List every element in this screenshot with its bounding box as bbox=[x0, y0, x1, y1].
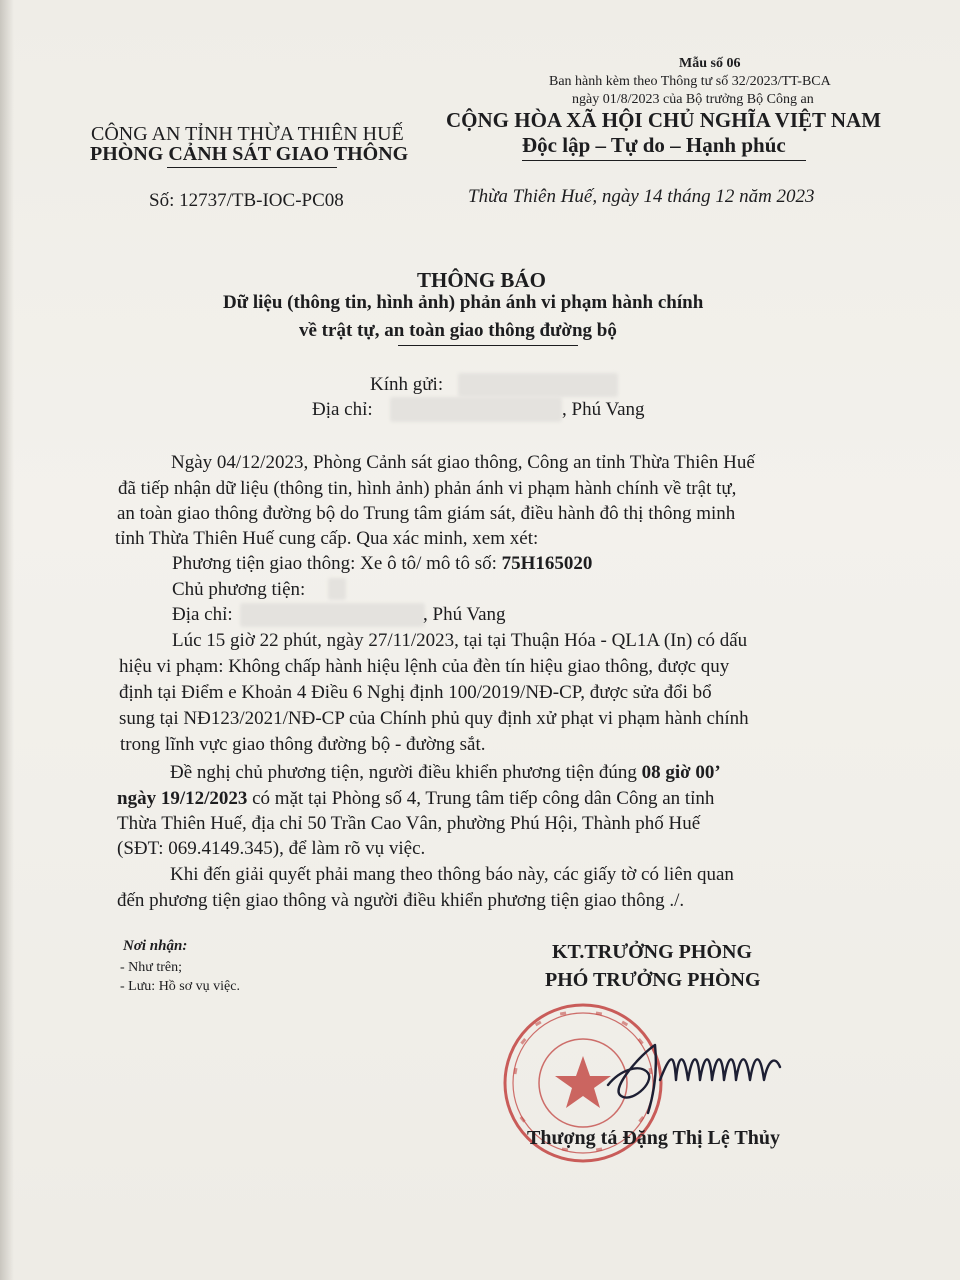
recipients-label: Nơi nhận: bbox=[123, 938, 188, 954]
body-p4-line2: đến phương tiện giao thông và người điều khiển phương tiện giao thông ./. bbox=[117, 890, 685, 911]
form-note-line2: ngày 01/8/2023 của Bộ trưởng Bộ Công an bbox=[572, 92, 814, 107]
country-name: CỘNG HÒA XÃ HỘI CHỦ NGHĨA VIỆT NAM bbox=[446, 108, 882, 132]
handwritten-signature bbox=[600, 1025, 785, 1120]
owner-address-label: Địa chỉ: bbox=[172, 604, 233, 625]
appointment-time: 08 giờ 00’ bbox=[641, 762, 721, 783]
body-p3-line1 bbox=[170, 762, 721, 784]
recipient-address-label: Địa chỉ: bbox=[312, 399, 373, 420]
body-p2-line4: sung tại NĐ123/2021/NĐ-CP của Chính phủ quy định xử phạt vi phạm hành chính bbox=[119, 708, 749, 729]
agency-name: PHÒNG CẢNH SÁT GIAO THÔNG bbox=[90, 143, 409, 165]
vehicle-plate: 75H165020 bbox=[501, 553, 593, 574]
owner-address-tail: , Phú Vang bbox=[423, 604, 506, 625]
document-title: THÔNG BÁO bbox=[417, 268, 546, 292]
agency-parent: CÔNG AN TỈNH THỪA THIÊN HUẾ bbox=[91, 123, 404, 145]
document-number: Số: 12737/TB-IOC-PC08 bbox=[149, 190, 344, 211]
body-p2-line3: định tại Điểm e Khoản 4 Điều 6 Nghị định 100/2019/NĐ-CP, được sửa đổi bổ bbox=[119, 682, 712, 703]
body-p4-line1: Khi đến giải quyết phải mang theo thông báo này, các giấy tờ có liên quan bbox=[170, 864, 734, 885]
body-p2-line2: hiệu vi phạm: Không chấp hành hiệu lệnh của đèn tín hiệu giao thông, được quy bbox=[119, 656, 730, 677]
body-p3-line2 bbox=[117, 788, 714, 810]
body-p3-line2-text: có mặt tại Phòng số 4, Trung tâm tiếp công dân Công an tỉnh bbox=[252, 788, 715, 809]
redacted-owner-name bbox=[328, 578, 346, 600]
recipient-item-2: - Lưu: Hồ sơ vụ việc. bbox=[120, 979, 240, 994]
body-p3-line3: Thừa Thiên Huế, địa chỉ 50 Trần Cao Vân, phường Phú Hội, Thành phố Huế bbox=[117, 813, 701, 834]
motto-underline bbox=[522, 160, 806, 161]
title-underline bbox=[398, 345, 578, 346]
redacted-recipient-name bbox=[458, 373, 618, 397]
vehicle-line bbox=[172, 553, 592, 575]
body-p3-line4: (SĐT: 069.4149.345), để làm rõ vụ việc. bbox=[117, 838, 426, 859]
body-p2-line5: trong lĩnh vực giao thông đường bộ - đường sắt. bbox=[120, 734, 486, 755]
recipient-item-1: - Như trên; bbox=[120, 960, 183, 975]
document-subtitle-line1: Dữ liệu (thông tin, hình ảnh) phản ánh vi phạm hành chính bbox=[223, 292, 704, 313]
body-p1-line2: đã tiếp nhận dữ liệu (thông tin, hình ảnh) phản ánh vi phạm hành chính về trật tự, bbox=[118, 478, 737, 499]
signer-name: Thượng tá Đặng Thị Lệ Thủy bbox=[527, 1127, 780, 1149]
redacted-owner-address bbox=[240, 603, 425, 627]
vehicle-label: Phương tiện giao thông: Xe ô tô/ mô tô số: bbox=[172, 553, 497, 574]
redacted-recipient-address bbox=[390, 397, 562, 422]
appointment-date: ngày 19/12/2023 bbox=[117, 788, 248, 809]
form-note-line1: Ban hành kèm theo Thông tư số 32/2023/TT-BCA bbox=[549, 74, 831, 89]
recipient-label: Kính gửi: bbox=[370, 374, 444, 395]
place-and-date: Thừa Thiên Huế, ngày 14 tháng 12 năm 2023 bbox=[468, 186, 815, 207]
form-number: Mẫu số 06 bbox=[679, 56, 741, 71]
owner-label: Chủ phương tiện: bbox=[172, 579, 306, 600]
recipient-address-tail: , Phú Vang bbox=[562, 399, 645, 420]
agency-underline bbox=[167, 167, 337, 168]
document-subtitle-line2: về trật tự, an toàn giao thông đường bộ bbox=[299, 320, 617, 341]
page-shadow bbox=[0, 0, 14, 1280]
body-p1-line3: an toàn giao thông đường bộ do Trung tâm giám sát, điều hành đô thị thông minh bbox=[117, 503, 736, 524]
signer-title-1: KT.TRƯỞNG PHÒNG bbox=[552, 941, 752, 963]
body-p3-line1-text: Đề nghị chủ phương tiện, người điều khiển phương tiện đúng bbox=[170, 762, 637, 783]
body-p1-line4: tỉnh Thừa Thiên Huế cung cấp. Qua xác minh, xem xét: bbox=[115, 528, 539, 549]
signer-title-2: PHÓ TRƯỞNG PHÒNG bbox=[545, 969, 761, 991]
body-p2-line1: Lúc 15 giờ 22 phút, ngày 27/11/2023, tại tại Thuận Hóa - QL1A (In) có dấu bbox=[172, 630, 748, 651]
national-motto: Độc lập – Tự do – Hạnh phúc bbox=[522, 133, 786, 157]
body-p1-line1: Ngày 04/12/2023, Phòng Cảnh sát giao thông, Công an tỉnh Thừa Thiên Huế bbox=[171, 452, 755, 473]
